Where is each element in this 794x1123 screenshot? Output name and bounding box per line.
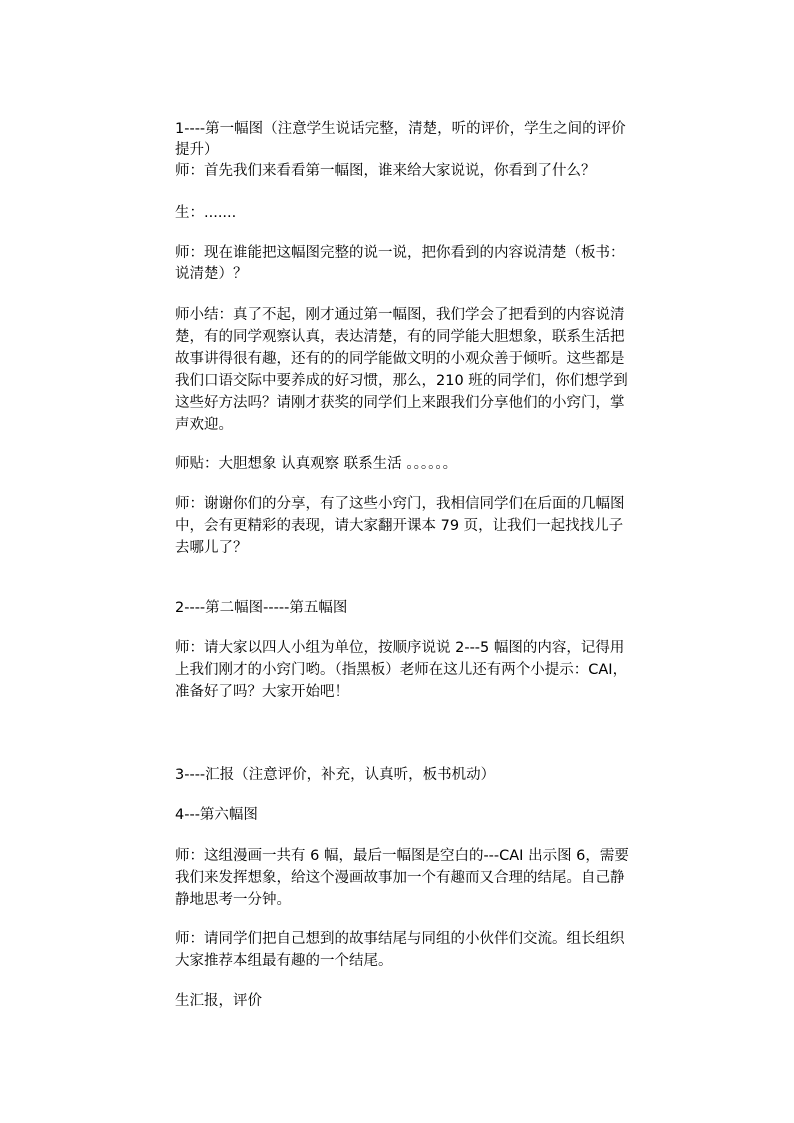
text-line: 去哪儿了？ (175, 540, 248, 556)
text-line: 我们来发挥想象，给这个漫画故事加一个有趣而又合理的结尾。自己静 (175, 870, 625, 886)
text-line: 我们口语交际中要养成的好习惯，那么，210 班的同学们，你们想学到 (175, 373, 628, 389)
text-line: 楚，有的同学观察认真，表达清楚，有的同学能大胆想象，联系生活把 (175, 329, 625, 345)
text-line: 师：首先我们来看看第一幅图，谁来给大家说说，你看到了什么？ (175, 163, 596, 179)
text-line: 师：请同学们把自己想到的故事结尾与同组的小伙伴们交流。组长组织 (175, 931, 625, 947)
text-line: 中，会有更精彩的表现，请大家翻开课本 79 页，让我们一起找找儿子 (175, 518, 624, 534)
text-line: 4---第六幅图 (175, 807, 258, 823)
text-line: 师：这组漫画一共有 6 幅，最后一幅图是空白的---CAI 出示图 6，需要 (175, 848, 629, 864)
text-line: 师贴：大胆想象 认真观察 联系生活 。。。。。。 (175, 456, 458, 472)
text-line: 声欢迎。 (175, 417, 233, 433)
text-line: 生：....... (175, 205, 237, 221)
text-line: 说清楚）？ (175, 266, 248, 282)
text-line: 故事讲得很有趣，还有的的同学能做文明的小观众善于倾听。这些都是 (175, 351, 625, 367)
text-line: 师小结：真了不起，刚才通过第一幅图，我们学会了把看到的内容说清 (175, 307, 625, 323)
text-line: 生汇报，评价 (175, 993, 262, 1009)
text-line: 师：谢谢你们的分享，有了这些小窍门，我相信同学们在后面的几幅图 (175, 496, 625, 512)
text-line: 2----第二幅图-----第五幅图 (175, 600, 348, 616)
text-line: 这些好方法吗？请刚才获奖的同学们上来跟我们分享他们的小窍门，掌 (175, 395, 625, 411)
text-line: 师：请大家以四人小组为单位，按顺序说说 2---5 幅图的内容，记得用 (175, 640, 625, 656)
text-line: 1----第一幅图（注意学生说话完整，清楚，听的评价，学生之间的评价 (175, 121, 626, 137)
text-line: 师：现在谁能把这幅图完整的说一说，把你看到的内容说清楚（板书： (175, 245, 625, 261)
text-line: 提升） (175, 142, 219, 158)
text-line: 静地思考一分钟。 (175, 892, 291, 908)
text-line: 3----汇报（注意评价，补充，认真听，板书机动） (175, 767, 496, 783)
text-line: 上我们刚才的小窍门哟。（指黑板）老师在这儿还有两个小提示：CAI， (175, 662, 628, 678)
text-line: 准备好了吗？大家开始吧！ (175, 684, 349, 700)
text-line: 大家推荐本组最有趣的一个结尾。 (175, 953, 393, 969)
